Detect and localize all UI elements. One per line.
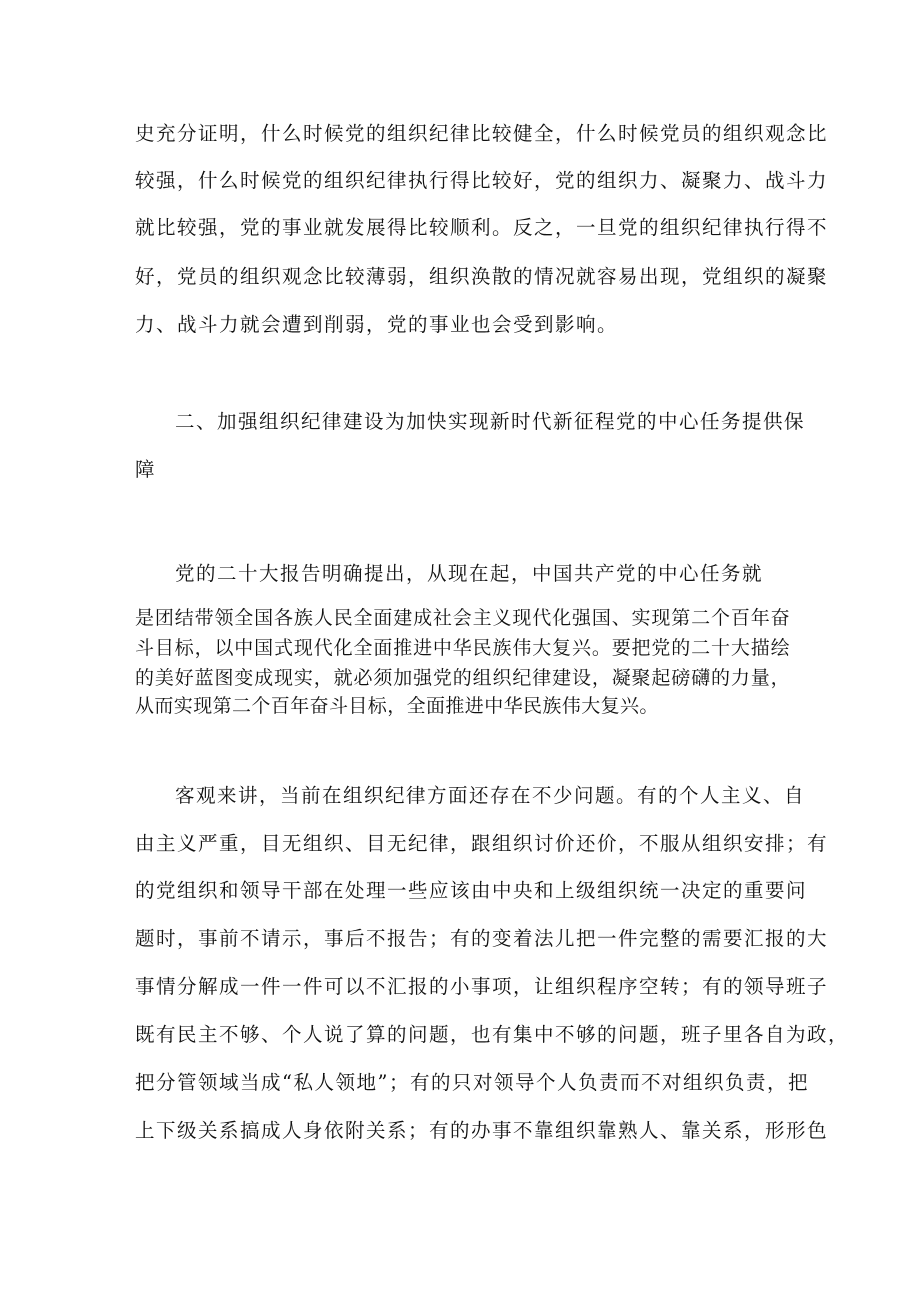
text-line: 就比较强，党的事业就发展得比较顺利。反之，一旦党的组织纪律执行得不: [135, 216, 829, 239]
text-line: 力、战斗力就会遭到削弱，党的事业也会受到影响。: [135, 313, 619, 336]
heading-line: 障: [135, 458, 157, 481]
text-line: 斗目标，以中国式现代化全面推进中华民族伟大复兴。要把党的二十大描绘: [135, 637, 790, 659]
text-line: 由主义严重，目无组织、目无纪律，跟组织讨价还价，不服从组织安排；有: [135, 832, 829, 855]
text-line: 题时，事前不请示，事后不报告；有的变着法儿把一件完整的需要汇报的大: [135, 927, 829, 950]
text-line: 的党组织和领导干部在处理一些应该由中央和上级组织统一决定的重要问: [135, 879, 808, 902]
text-line: 较强，什么时候党的组织纪律执行得比较好，党的组织力、凝聚力、战斗力: [135, 169, 829, 192]
text-line: 党的二十大报告明确提出，从现在起，中国共产党的中心任务就: [175, 562, 764, 585]
text-line: 好，党员的组织观念比较薄弱，组织涣散的情况就容易出现，党组织的凝聚: [135, 265, 829, 288]
text-line: 既有民主不够、个人说了算的问题，也有集中不够的问题，班子里各自为政，: [135, 1023, 850, 1046]
text-line: 的美好蓝图变成现实，就必须加强党的组织纪律建设，凝聚起磅礴的力量，: [135, 667, 790, 689]
text-line: 是团结带领全国各族人民全面建成社会主义现代化强国、实现第二个百年奋: [135, 607, 790, 629]
text-line: 上下级关系搞成人身依附关系；有的办事不靠组织靠熟人、靠关系，形形色: [135, 1119, 829, 1142]
heading-line: 二、加强组织纪律建设为加快实现新时代新征程党的中心任务提供保: [175, 410, 806, 433]
text-line: 史充分证明，什么时候党的组织纪律比较健全，什么时候党员的组织观念比: [135, 122, 829, 145]
text-line: 事情分解成一件一件可以不汇报的小事项，让组织程序空转；有的领导班子: [135, 975, 829, 998]
text-line: 把分管领域当成“私人领地”；有的只对领导个人负责而不对组织负责，把: [135, 1071, 809, 1094]
text-line: 从而实现第二个百年奋斗目标，全面推进中华民族伟大复兴。: [135, 695, 659, 717]
text-line: 客观来讲，当前在组织纪律方面还存在不少问题。有的个人主义、自: [175, 784, 806, 807]
